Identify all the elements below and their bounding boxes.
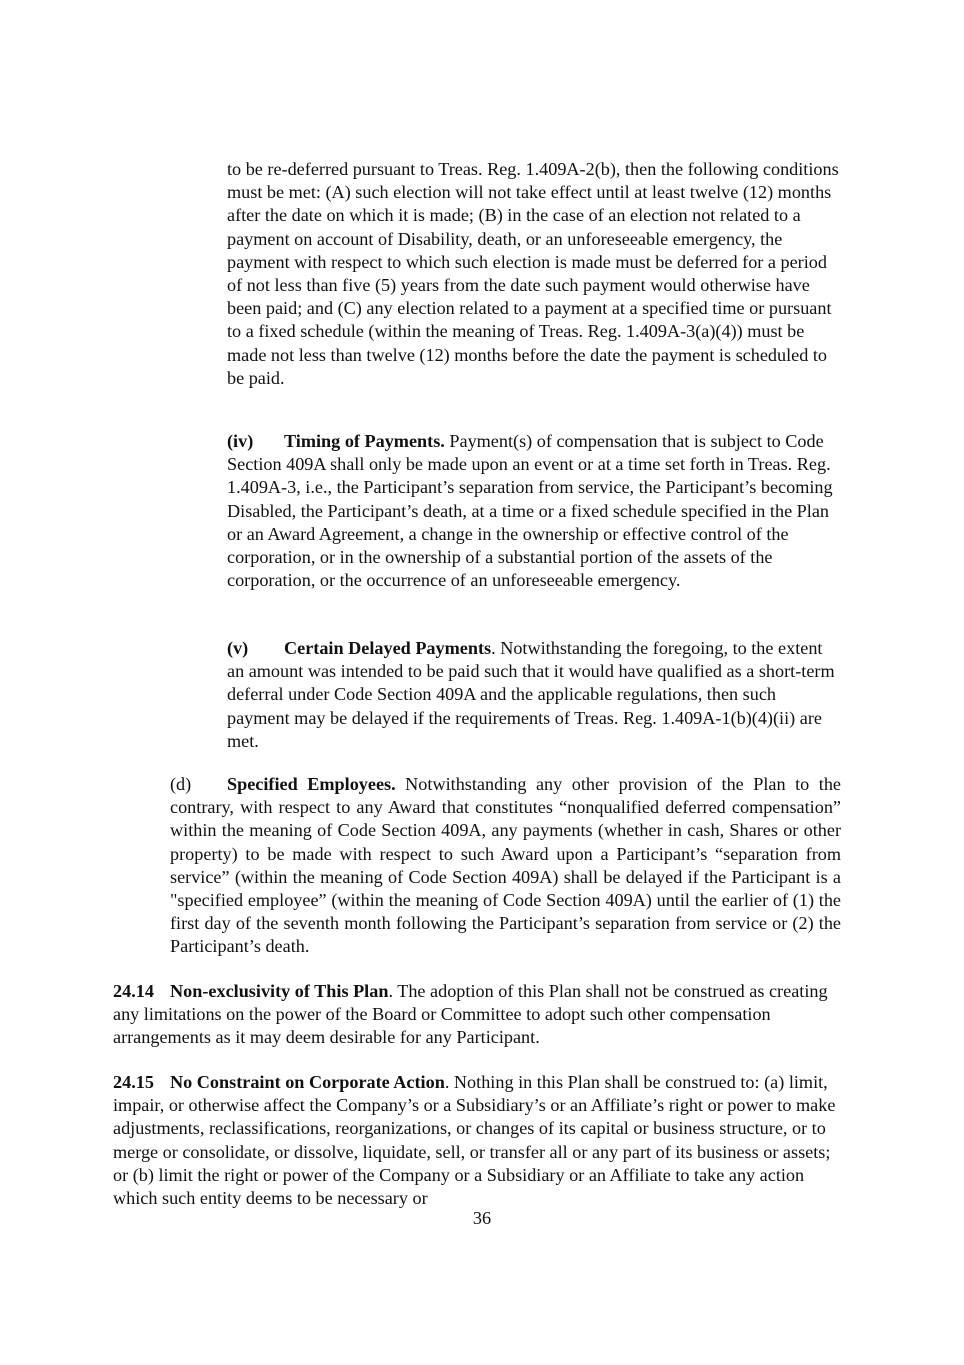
paragraph-v <box>227 637 840 753</box>
paragraph-d <box>170 773 841 959</box>
paragraph-d-text: Notwithstanding any other provision of the Plan to the contrary, with respect to any Award that constitutes “nonqualified deferred compensation” within the meaning of Code Section 409A, any payments (whether in cash, Shares or other property) to be made with respect to such Award upon a Participant’s “separation from service” (within the meaning of Code Section 409A) shall be delayed if the Participant is a "specified employee” (within the meaning of Code Section 409A) until the earlier of (1) the first day of the seventh month following the Participant’s separation from service or (2) the Participant’s death. <box>170 774 841 957</box>
section-24-15 <box>113 1071 841 1210</box>
paragraph-v-heading: Certain Delayed Payments <box>284 638 492 658</box>
paragraph-d-number: (d) <box>170 774 192 794</box>
paragraph-continuation: to be re-deferred pursuant to Treas. Reg. 1.409A-2(b), then the following conditions must be met: (A) such election will not take effect until at least twelve (12) months after the date on which it is made; (B) in the case of an election not related to a payment on account of Disability, death, or an unforeseeable emergency, the payment with respect to which such election is made must be deferred for a period of not less than five (5) years from the date such payment would otherwise have been paid; and (C) any election related to a payment at a specified time or pursuant to a fixed schedule (within the meaning of Treas. Reg. 1.409A-3(a)(4)) must be made not less than twelve (12) months before the date the payment is scheduled to be paid. <box>227 159 839 388</box>
paragraph-iv <box>227 430 840 592</box>
section-24-14-number: 24.14 <box>113 981 154 1001</box>
section-24-14-text: . The adoption of this Plan shall not be construed as creating any limitations on the power of the Board or Committee to adopt such other compensation arrangements as it may deem desirable for any Participant. <box>113 981 828 1048</box>
section-24-14-heading: Non-exclusivity of This Plan <box>170 981 389 1001</box>
page-number: 36 <box>472 1208 492 1228</box>
section-24-15-number: 24.15 <box>113 1072 154 1092</box>
paragraph-iv-heading: Timing of Payments. <box>284 431 445 451</box>
section-24-14 <box>113 980 841 1050</box>
paragraph-v-text: . Notwithstanding the foregoing, to the extent an amount was intended to be paid such that it would have qualified as a short-term deferral under Code Section 409A and the applicable regulations, then such payment may be delayed if the requirements of Treas. Reg. 1.409A-1(b)(4)(ii) are met. <box>227 638 835 751</box>
paragraph-iv-number: (iv) <box>227 431 254 451</box>
paragraph-v-number: (v) <box>227 638 249 658</box>
paragraph-d-heading: Specified Employees. <box>227 774 396 794</box>
section-24-15-text: . Nothing in this Plan shall be construed to: (a) limit, impair, or otherwise affect the Company’s or a Subsidiary’s or an Affiliate’s right or power to make adjustments, reclassifications, reorganizations, or changes of its capital or business structure, or to merge or consolidate, or dissolve, liquidate, sell, or transfer all or any part of its business or assets; or (b) limit the right or power of the Company or a Subsidiary or an Affiliate to take any action which such entity deems to be necessary or <box>113 1072 836 1209</box>
section-24-15-heading: No Constraint on Corporate Action <box>170 1072 445 1092</box>
paragraph-iv-text: Payment(s) of compensation that is subject to Code Section 409A shall only be made upon an event or at a time set forth in Treas. Reg. 1.409A-3, i.e., the Participant’s separation from service, the Participant’s becoming Disabled, the Participant’s death, at a time or a fixed schedule specified in the Plan or an Award Agreement, a change in the ownership or effective control of the corporation, or in the ownership of a substantial portion of the assets of the corporation, or the occurrence of an unforeseeable emergency. <box>227 431 833 591</box>
